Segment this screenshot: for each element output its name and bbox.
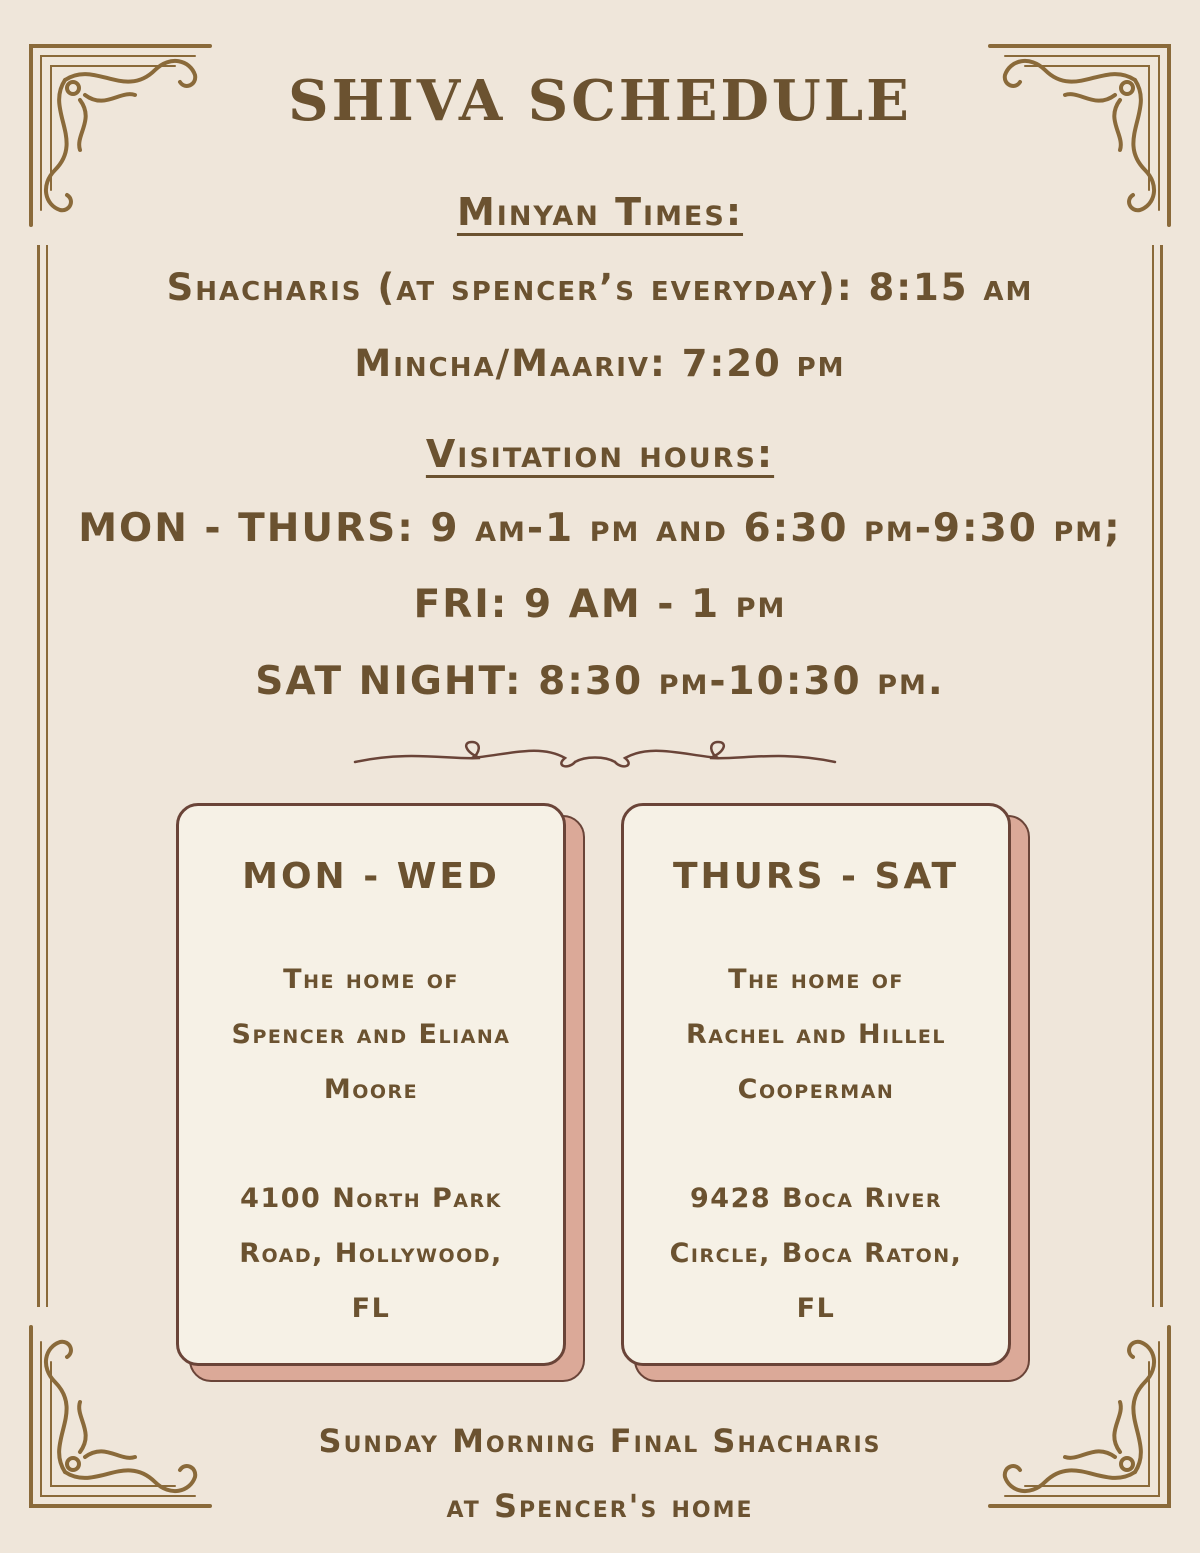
card-left-home-line-2: Spencer and Eliana	[231, 1019, 511, 1050]
frame-left-line-inner	[46, 245, 48, 1307]
card-left-address-line-2: Road, Hollywood,	[239, 1238, 503, 1269]
visitation-heading: Visitation hours:	[425, 432, 775, 476]
shacharis-time: Shacharis (at spencer’s everyday): 8:15 am	[166, 266, 1034, 309]
card-left-address	[179, 1171, 563, 1336]
card-right-title: THURS - SAT	[672, 856, 960, 897]
card-right-address-line-2: Circle, Boca Raton,	[669, 1238, 963, 1269]
card-left-title: MON - WED	[242, 856, 500, 897]
card-thurs-sat	[621, 803, 1011, 1366]
frame-left-line-outer	[37, 245, 40, 1307]
card-right-address-line-3: FL	[796, 1293, 836, 1324]
frame-right-line-outer	[1160, 245, 1163, 1307]
visitation-sat: SAT NIGHT: 8:30 pm-10:30 pm.	[255, 659, 945, 704]
frame-right-line-inner	[1152, 245, 1154, 1307]
card-left-home-line-1: The home of	[283, 964, 459, 995]
card-right-address-line-1: 9428 Boca River	[690, 1183, 942, 1214]
card-left-address-line-3: FL	[351, 1293, 391, 1324]
footer-line-2: at Spencer's home	[446, 1487, 754, 1525]
card-left-address-line-1: 4100 North Park	[240, 1183, 502, 1214]
card-right-home-line-3: Cooperman	[737, 1074, 895, 1105]
card-left-home-line-3: Moore	[323, 1074, 419, 1105]
mincha-maariv-time: Mincha/Maariv: 7:20 pm	[354, 342, 846, 385]
card-right-home	[624, 952, 1008, 1117]
card-right-home-line-2: Rachel and Hillel	[685, 1019, 947, 1050]
card-right-home-line-1: The home of	[728, 964, 904, 995]
flourish-divider	[350, 730, 840, 780]
visitation-mon-thurs: MON - THURS: 9 am-1 pm and 6:30 pm-9:30 pm;	[78, 506, 1122, 551]
visitation-fri: FRI: 9 AM - 1 pm	[413, 582, 787, 627]
footer-line-1: Sunday Morning Final Shacharis	[318, 1422, 882, 1460]
minyan-heading: Minyan Times:	[456, 190, 744, 234]
card-left-home	[179, 952, 563, 1117]
card-mon-wed	[176, 803, 566, 1366]
page-title: SHIVA SCHEDULE	[288, 68, 912, 134]
card-right-address	[624, 1171, 1008, 1336]
